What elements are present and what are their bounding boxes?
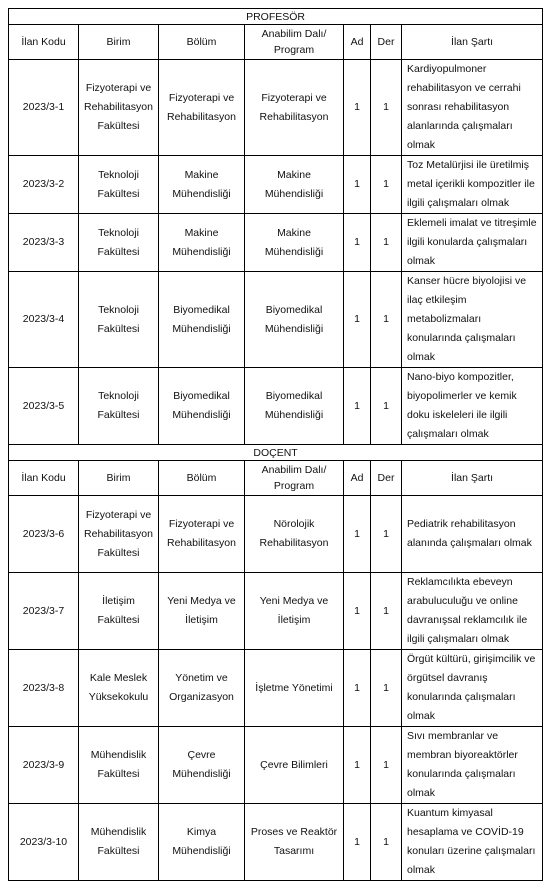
ad-cell: 1 (344, 60, 371, 156)
ilan-sarti-cell: Kanser hücre biyolojisi ve ilaç etkileşim metabolizmaları konularında çalışmaları olmak (402, 272, 543, 368)
birim-cell: Teknoloji Fakültesi (79, 272, 159, 368)
header-row (9, 461, 543, 496)
table-row (9, 60, 543, 156)
ilan-sarti-cell: Eklemeli imalat ve titreşimle ilgili konularda çalışmaları olmak (402, 214, 543, 272)
ilan-sarti-cell: Kuantum kimyasal hesaplama ve COVİD-19 konuları üzerine çalışmaları olmak (402, 804, 543, 881)
ilan-kodu-cell: 2023/3-8 (9, 650, 79, 727)
table-row (9, 214, 543, 272)
bolum-cell: Makine Mühendisliği (159, 156, 245, 214)
table-row (9, 368, 543, 445)
ad-cell: 1 (344, 214, 371, 272)
birim-cell: Teknoloji Fakültesi (79, 156, 159, 214)
der-cell: 1 (371, 272, 402, 368)
ad-cell: 1 (344, 496, 371, 573)
header-ilan-kodu: İlan Kodu (9, 25, 79, 60)
der-cell: 1 (371, 650, 402, 727)
bolum-cell: Çevre Mühendisliği (159, 727, 245, 804)
program-cell: Nörolojik Rehabilitasyon (245, 496, 344, 573)
ilan-kodu-cell: 2023/3-6 (9, 496, 79, 573)
ilan-sarti-cell: Sıvı membranlar ve membran biyoreaktörler konularında çalışmaları olmak (402, 727, 543, 804)
table-row (9, 573, 543, 650)
ilan-kodu-cell: 2023/3-10 (9, 804, 79, 881)
ilan-sarti-cell: Nano-biyo kompozitler, biyopolimerler ve kemik doku iskeleleri ile ilgili çalışmaları olmak (402, 368, 543, 445)
der-cell: 1 (371, 156, 402, 214)
birim-cell: Fizyoterapi ve Rehabilitasyon Fakültesi (79, 60, 159, 156)
der-cell: 1 (371, 496, 402, 573)
ilan-sarti-cell: Örgüt kültürü, girişimcilik ve örgütsel davranış konularında çalışmaları olmak (402, 650, 543, 727)
section-title: DOÇENT (9, 445, 543, 461)
section-title-row (9, 9, 543, 25)
der-cell: 1 (371, 368, 402, 445)
program-cell: Biyomedikal Mühendisliği (245, 368, 344, 445)
ilan-kodu-cell: 2023/3-9 (9, 727, 79, 804)
bolum-cell: Fizyoterapi ve Rehabilitasyon (159, 496, 245, 573)
ad-cell: 1 (344, 368, 371, 445)
bolum-cell: Kimya Mühendisliği (159, 804, 245, 881)
bolum-cell: Biyomedikal Mühendisliği (159, 272, 245, 368)
section-title-row (9, 445, 543, 461)
program-cell: Biyomedikal Mühendisliği (245, 272, 344, 368)
table-row (9, 156, 543, 214)
birim-cell: Teknoloji Fakültesi (79, 368, 159, 445)
program-cell: Makine Mühendisliği (245, 214, 344, 272)
header-ilan-kodu: İlan Kodu (9, 461, 79, 496)
birim-cell: Mühendislik Fakültesi (79, 727, 159, 804)
header-bolum: Bölüm (159, 25, 245, 60)
ilan-sarti-cell: Reklamcılıkta ebeveyn arabuluculuğu ve online davranışsal reklamcılık ile ilgili çalışmaları olmak (402, 573, 543, 650)
der-cell: 1 (371, 60, 402, 156)
positions-table-body (9, 9, 543, 881)
header-ad: Ad (344, 25, 371, 60)
ilan-kodu-cell: 2023/3-5 (9, 368, 79, 445)
header-ilan-sarti: İlan Şartı (402, 461, 543, 496)
table-row (9, 496, 543, 573)
table-row (9, 727, 543, 804)
ilan-kodu-cell: 2023/3-4 (9, 272, 79, 368)
program-cell: Makine Mühendisliği (245, 156, 344, 214)
birim-cell: Fizyoterapi ve Rehabilitasyon Fakültesi (79, 496, 159, 573)
ilan-kodu-cell: 2023/3-7 (9, 573, 79, 650)
header-birim: Birim (79, 25, 159, 60)
header-row (9, 25, 543, 60)
table-row (9, 650, 543, 727)
program-cell: Fizyoterapi ve Rehabilitasyon (245, 60, 344, 156)
header-birim: Birim (79, 461, 159, 496)
ad-cell: 1 (344, 804, 371, 881)
bolum-cell: Yeni Medya ve İletişim (159, 573, 245, 650)
ilan-sarti-cell: Kardiyopulmoner rehabilitasyon ve cerrahi sonrası rehabilitasyon alanlarında çalışmaları olmak (402, 60, 543, 156)
positions-table (8, 8, 543, 881)
header-anabilim-dali: Anabilim Dalı/ Program (245, 461, 344, 496)
der-cell: 1 (371, 214, 402, 272)
birim-cell: İletişim Fakültesi (79, 573, 159, 650)
ad-cell: 1 (344, 272, 371, 368)
birim-cell: Mühendislik Fakültesi (79, 804, 159, 881)
der-cell: 1 (371, 727, 402, 804)
bolum-cell: Biyomedikal Mühendisliği (159, 368, 245, 445)
table-row (9, 272, 543, 368)
header-ilan-sarti: İlan Şartı (402, 25, 543, 60)
bolum-cell: Fizyoterapi ve Rehabilitasyon (159, 60, 245, 156)
ad-cell: 1 (344, 156, 371, 214)
der-cell: 1 (371, 573, 402, 650)
ad-cell: 1 (344, 650, 371, 727)
table-row (9, 804, 543, 881)
ad-cell: 1 (344, 727, 371, 804)
ad-cell: 1 (344, 573, 371, 650)
program-cell: İşletme Yönetimi (245, 650, 344, 727)
ilan-kodu-cell: 2023/3-2 (9, 156, 79, 214)
ilan-kodu-cell: 2023/3-1 (9, 60, 79, 156)
ilan-sarti-cell: Pediatrik rehabilitasyon alanında çalışmaları olmak (402, 496, 543, 573)
bolum-cell: Makine Mühendisliği (159, 214, 245, 272)
header-ad: Ad (344, 461, 371, 496)
header-bolum: Bölüm (159, 461, 245, 496)
birim-cell: Teknoloji Fakültesi (79, 214, 159, 272)
header-der: Der (371, 25, 402, 60)
program-cell: Proses ve Reaktör Tasarımı (245, 804, 344, 881)
program-cell: Çevre Bilimleri (245, 727, 344, 804)
bolum-cell: Yönetim ve Organizasyon (159, 650, 245, 727)
birim-cell: Kale Meslek Yüksekokulu (79, 650, 159, 727)
program-cell: Yeni Medya ve İletişim (245, 573, 344, 650)
ilan-kodu-cell: 2023/3-3 (9, 214, 79, 272)
section-title: PROFESÖR (9, 9, 543, 25)
ilan-sarti-cell: Toz Metalürjisi ile üretilmiş metal içerikli kompozitler ile ilgili çalışmaları olmak (402, 156, 543, 214)
header-anabilim-dali: Anabilim Dalı/ Program (245, 25, 344, 60)
der-cell: 1 (371, 804, 402, 881)
header-der: Der (371, 461, 402, 496)
